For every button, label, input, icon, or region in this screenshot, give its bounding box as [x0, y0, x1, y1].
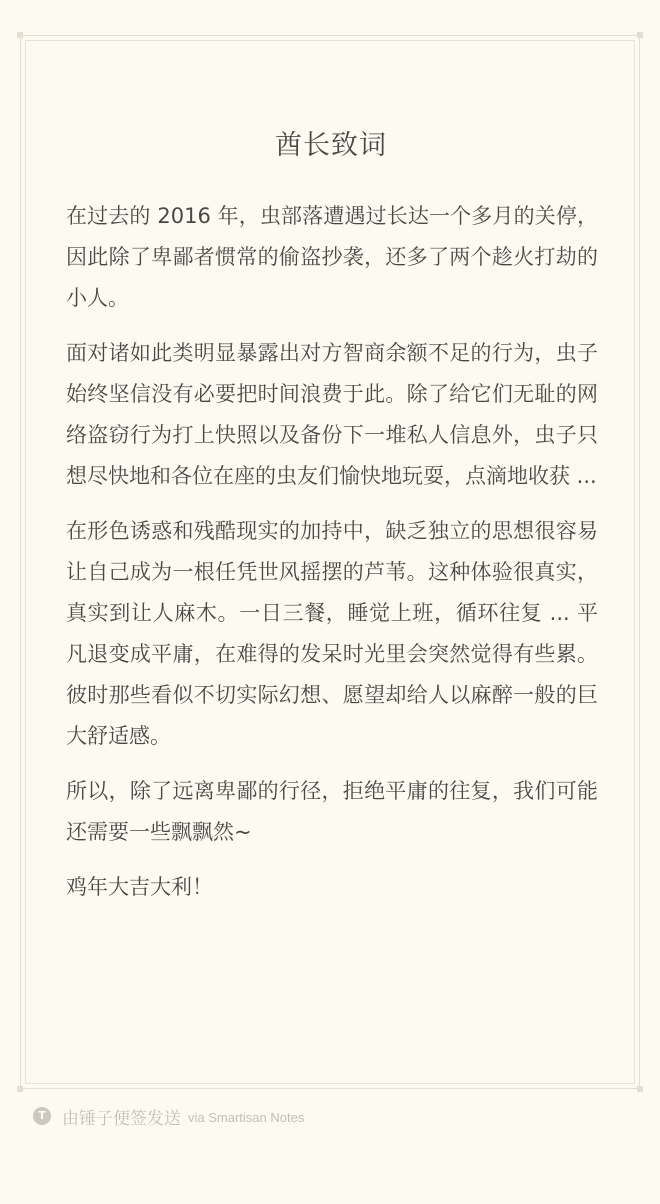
frame-corner-ornament [17, 1086, 23, 1092]
frame-corner-ornament [17, 32, 23, 38]
paragraph-2: 面对诸如此类明显暴露出对方智商余额不足的行为，虫子始终坚信没有必要把时间浪费于此。除了给它们无耻的网络盗窃行为打上快照以及备份下一堆私人信息外，虫子只想尽快地和各位在座的虫友们愉快地玩耍，点滴地收获 ... [66, 341, 598, 488]
note-title: 酋长致词 [275, 130, 387, 161]
closing-line: 鸡年大吉大利！ [66, 875, 213, 899]
sent-by-text: 由锤子便签发送 [62, 1108, 181, 1129]
note-card [20, 35, 640, 1089]
footer-signature [33, 1104, 304, 1128]
paragraph-1: 在过去的 2016 年，虫部落遭遇过长达一个多月的关停，因此除了卑鄙者惯常的偷盗抄袭，还多了两个趁火打劫的小人。 [66, 204, 598, 310]
note-body [66, 196, 598, 922]
via-app-text: via Smartisan Notes [188, 1109, 305, 1125]
paragraph-3: 在形色诱惑和残酷现实的加持中，缺乏独立的思想很容易让自己成为一根任凭世风摇摆的芦苇。这种体验很真实，真实到让人麻木。一日三餐，睡觉上班，循环往复 ... 平凡退变成平庸，在难得的发呆时光里会突然觉得有些累。彼时那些看似不切实际幻想、愿望却给人以麻醉一般的巨大舒适感。 [66, 519, 598, 748]
frame-corner-ornament [637, 1086, 643, 1092]
smartisan-logo-icon: T [33, 1107, 51, 1125]
frame-corner-ornament [637, 32, 643, 38]
paragraph-4: 所以，除了远离卑鄙的行径，拒绝平庸的往复，我们可能还需要一些飘飘然~ [66, 779, 598, 844]
